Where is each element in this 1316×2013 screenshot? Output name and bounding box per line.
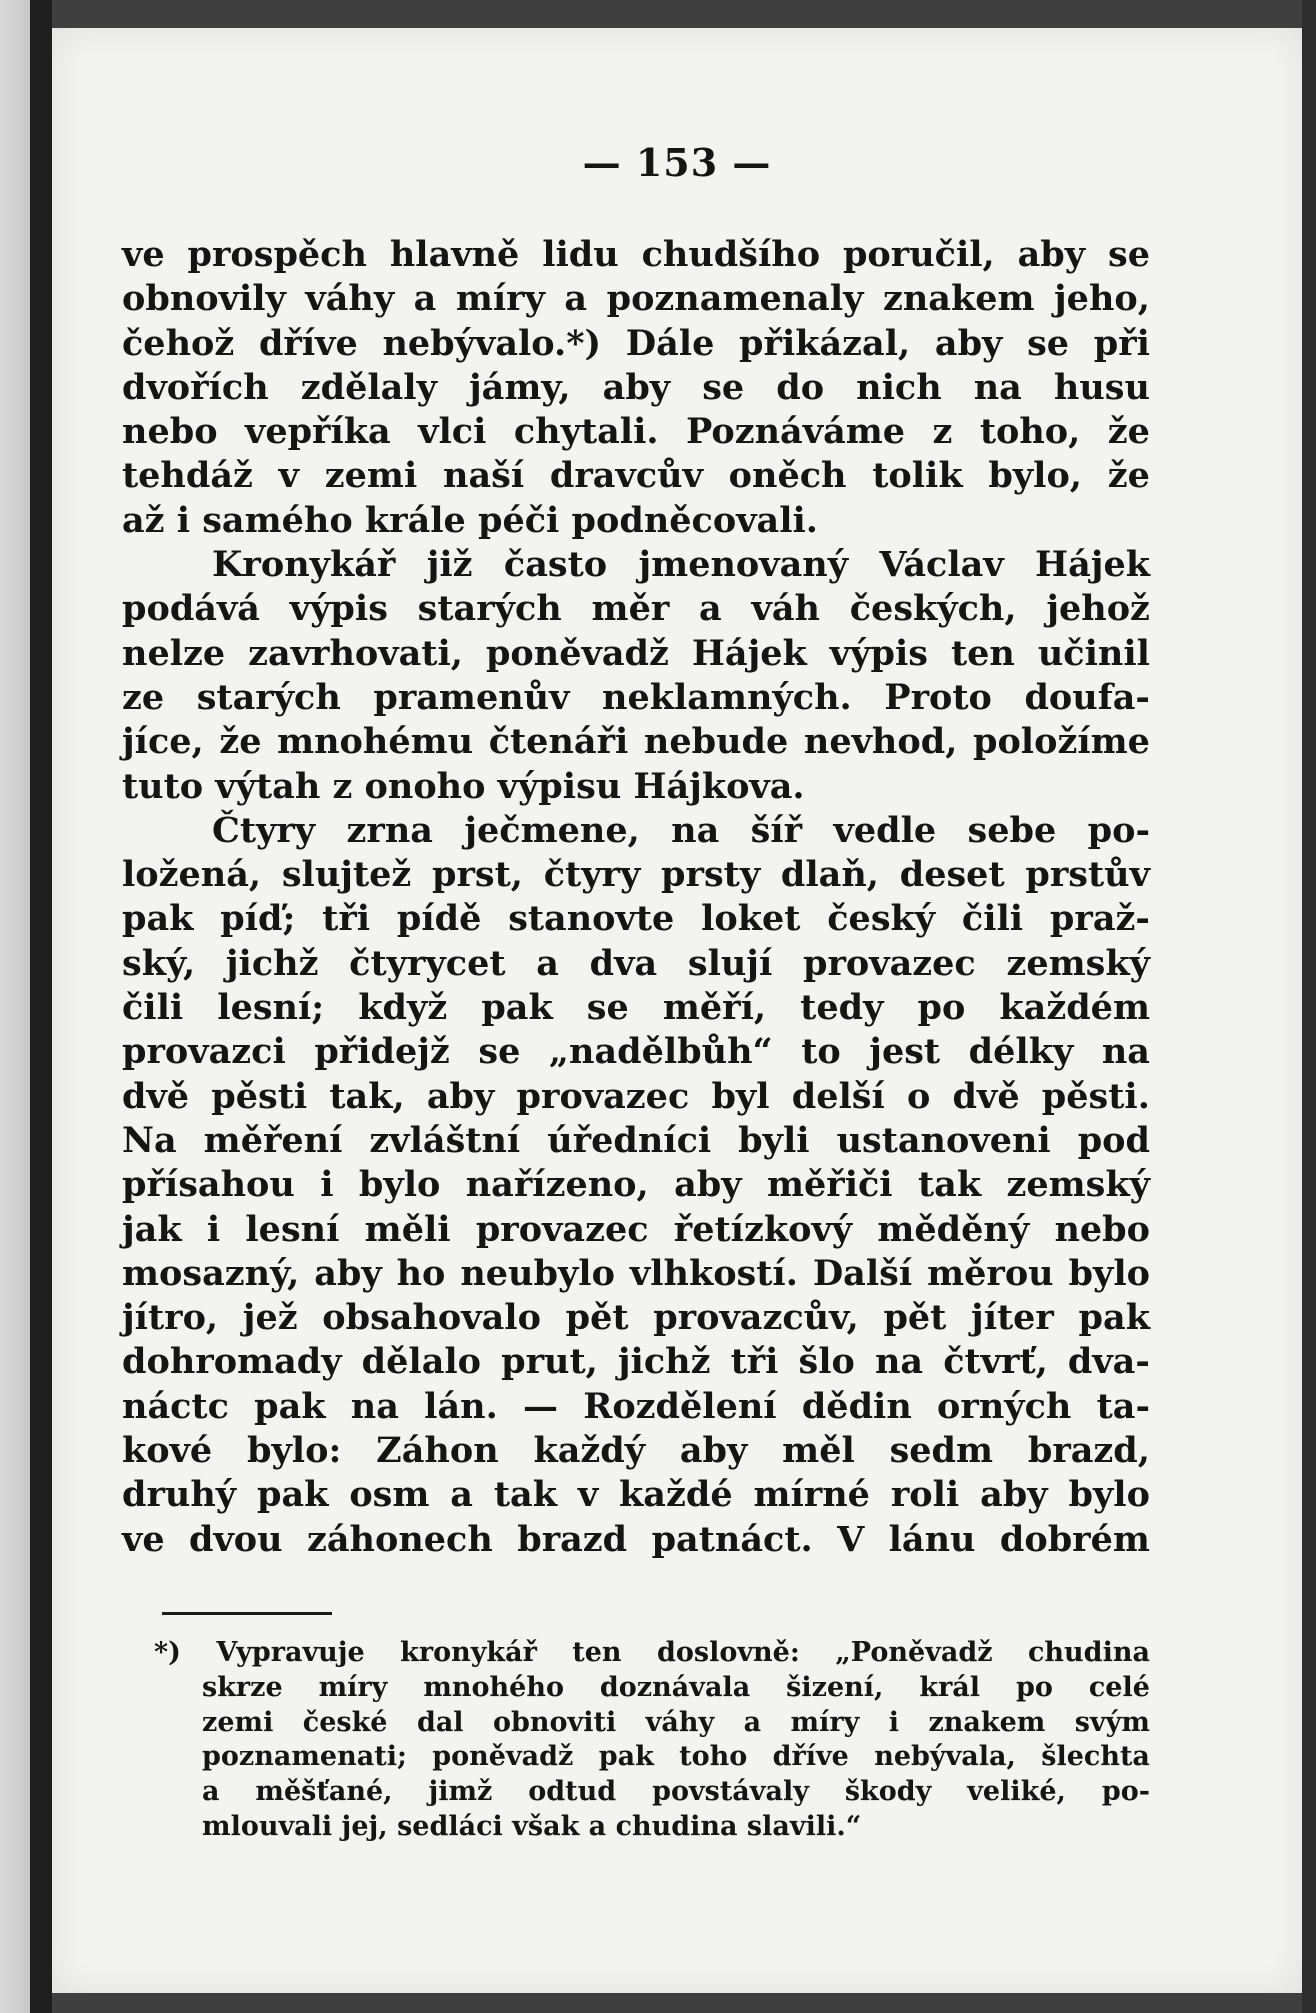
text-line: dohromady dělalo prut, jichž tři šlo na čtvrť, dva- bbox=[122, 1341, 1150, 1383]
text-line: ský, jichž čtyrycet a dva slují provazec zemský bbox=[122, 942, 1150, 984]
scan-border bbox=[1302, 0, 1316, 2013]
text-line: kové bylo: Záhon každý aby měl sedm brazd, bbox=[122, 1430, 1150, 1472]
footnote-line: skrze míry mnohého doznávala šizení, král po celé bbox=[202, 1671, 1150, 1703]
text-line: čili lesní; když pak se měří, tedy po každém bbox=[122, 987, 1150, 1029]
text-line: ve prospěch hlavně lidu chudšího poručil, aby se bbox=[122, 234, 1150, 275]
text-line: jak i lesní měli provazec řetízkový měděný nebo bbox=[122, 1208, 1150, 1250]
text-line: podává výpis starých měr a váh českých, jehož bbox=[122, 588, 1150, 630]
text-line: druhý pak osm a tak v každé mírné roli aby bylo bbox=[122, 1474, 1150, 1516]
paragraph-start-line: Čtyry zrna ječmene, na šíř vedle sebe po- bbox=[212, 809, 1150, 851]
text-line: až i samého krále péči podněcovali. bbox=[122, 499, 818, 541]
footnote bbox=[154, 1636, 1150, 1845]
book-gutter bbox=[30, 0, 52, 2013]
footnote-line: zemi české dal obnoviti váhy a míry i znakem svým bbox=[202, 1706, 1150, 1738]
text-line: nelze zavrhovati, poněvadž Hájek výpis ten učinil bbox=[122, 632, 1150, 674]
text-line: jíce, že mnohému čtenáři nebude nevhod, položíme bbox=[122, 721, 1150, 763]
page-number: — 153 — bbox=[582, 140, 772, 185]
text-line: pak píď; tři pídě stanovte loket český čili praž- bbox=[122, 898, 1150, 940]
text-line: tuto výtah z onoho výpisu Hájkova. bbox=[122, 765, 805, 807]
footnote-line: *) Vypravuje kronykář ten doslovně: „Poněvadž chudina bbox=[154, 1637, 1150, 1668]
text-line: obnovily váhy a míry a poznamenaly znakem jeho, bbox=[122, 278, 1150, 320]
text-line: ze starých pramenův neklamných. Proto doufa- bbox=[122, 676, 1150, 718]
footnote-line: mlouvali jej, sedláci však a chudina slavili.“ bbox=[202, 1810, 862, 1842]
text-line: nebo vepříka vlci chytali. Poznáváme z toho, že bbox=[122, 411, 1150, 453]
footnote-line: poznamenati; poněvadž pak toho dříve nebývala, šlechta bbox=[202, 1741, 1150, 1773]
text-line: mosazný, aby ho neubylo vlhkostí. Další měrou bylo bbox=[122, 1252, 1150, 1294]
body-text bbox=[122, 233, 1150, 1562]
text-line: dvě pěsti tak, aby provazec byl delší o dvě pěsti. bbox=[122, 1075, 1150, 1117]
adjacent-page-edge bbox=[0, 0, 30, 2013]
text-line: přísahou i bylo nařízeno, aby měřiči tak zemský bbox=[122, 1164, 1150, 1206]
text-line: ložená, slujtež prst, čtyry prsty dlaň, deset prstův bbox=[122, 854, 1150, 896]
text-line: provazci přidejž se „nadělbůh“ to jest délky na bbox=[122, 1031, 1150, 1073]
footnote-line: a měšťané, jimž odtud povstávaly škody veliké, po- bbox=[202, 1776, 1150, 1808]
footnote-separator bbox=[162, 1612, 332, 1615]
paragraph-start-line: Kronykář již často jmenovaný Václav Hájek bbox=[212, 544, 1150, 586]
text-line: dvořích zdělaly jámy, aby se do nich na husu bbox=[122, 366, 1150, 408]
text-line: náctc pak na lán. — Rozdělení dědin orných ta- bbox=[122, 1385, 1150, 1427]
book-page bbox=[52, 28, 1302, 1993]
text-line: tehdáž v zemi naší dravcův oněch tolik bylo, že bbox=[122, 455, 1150, 497]
text-line: Na měření zvláštní úředníci byli ustanoveni pod bbox=[122, 1119, 1150, 1161]
text-line: jítro, jež obsahovalo pět provazcův, pět jíter pak bbox=[122, 1297, 1150, 1339]
text-line: ve dvou záhonech brazd patnáct. V lánu dobrém bbox=[122, 1518, 1150, 1560]
text-line: čehož dříve nebývalo.*) Dále přikázal, aby se při bbox=[122, 322, 1150, 364]
